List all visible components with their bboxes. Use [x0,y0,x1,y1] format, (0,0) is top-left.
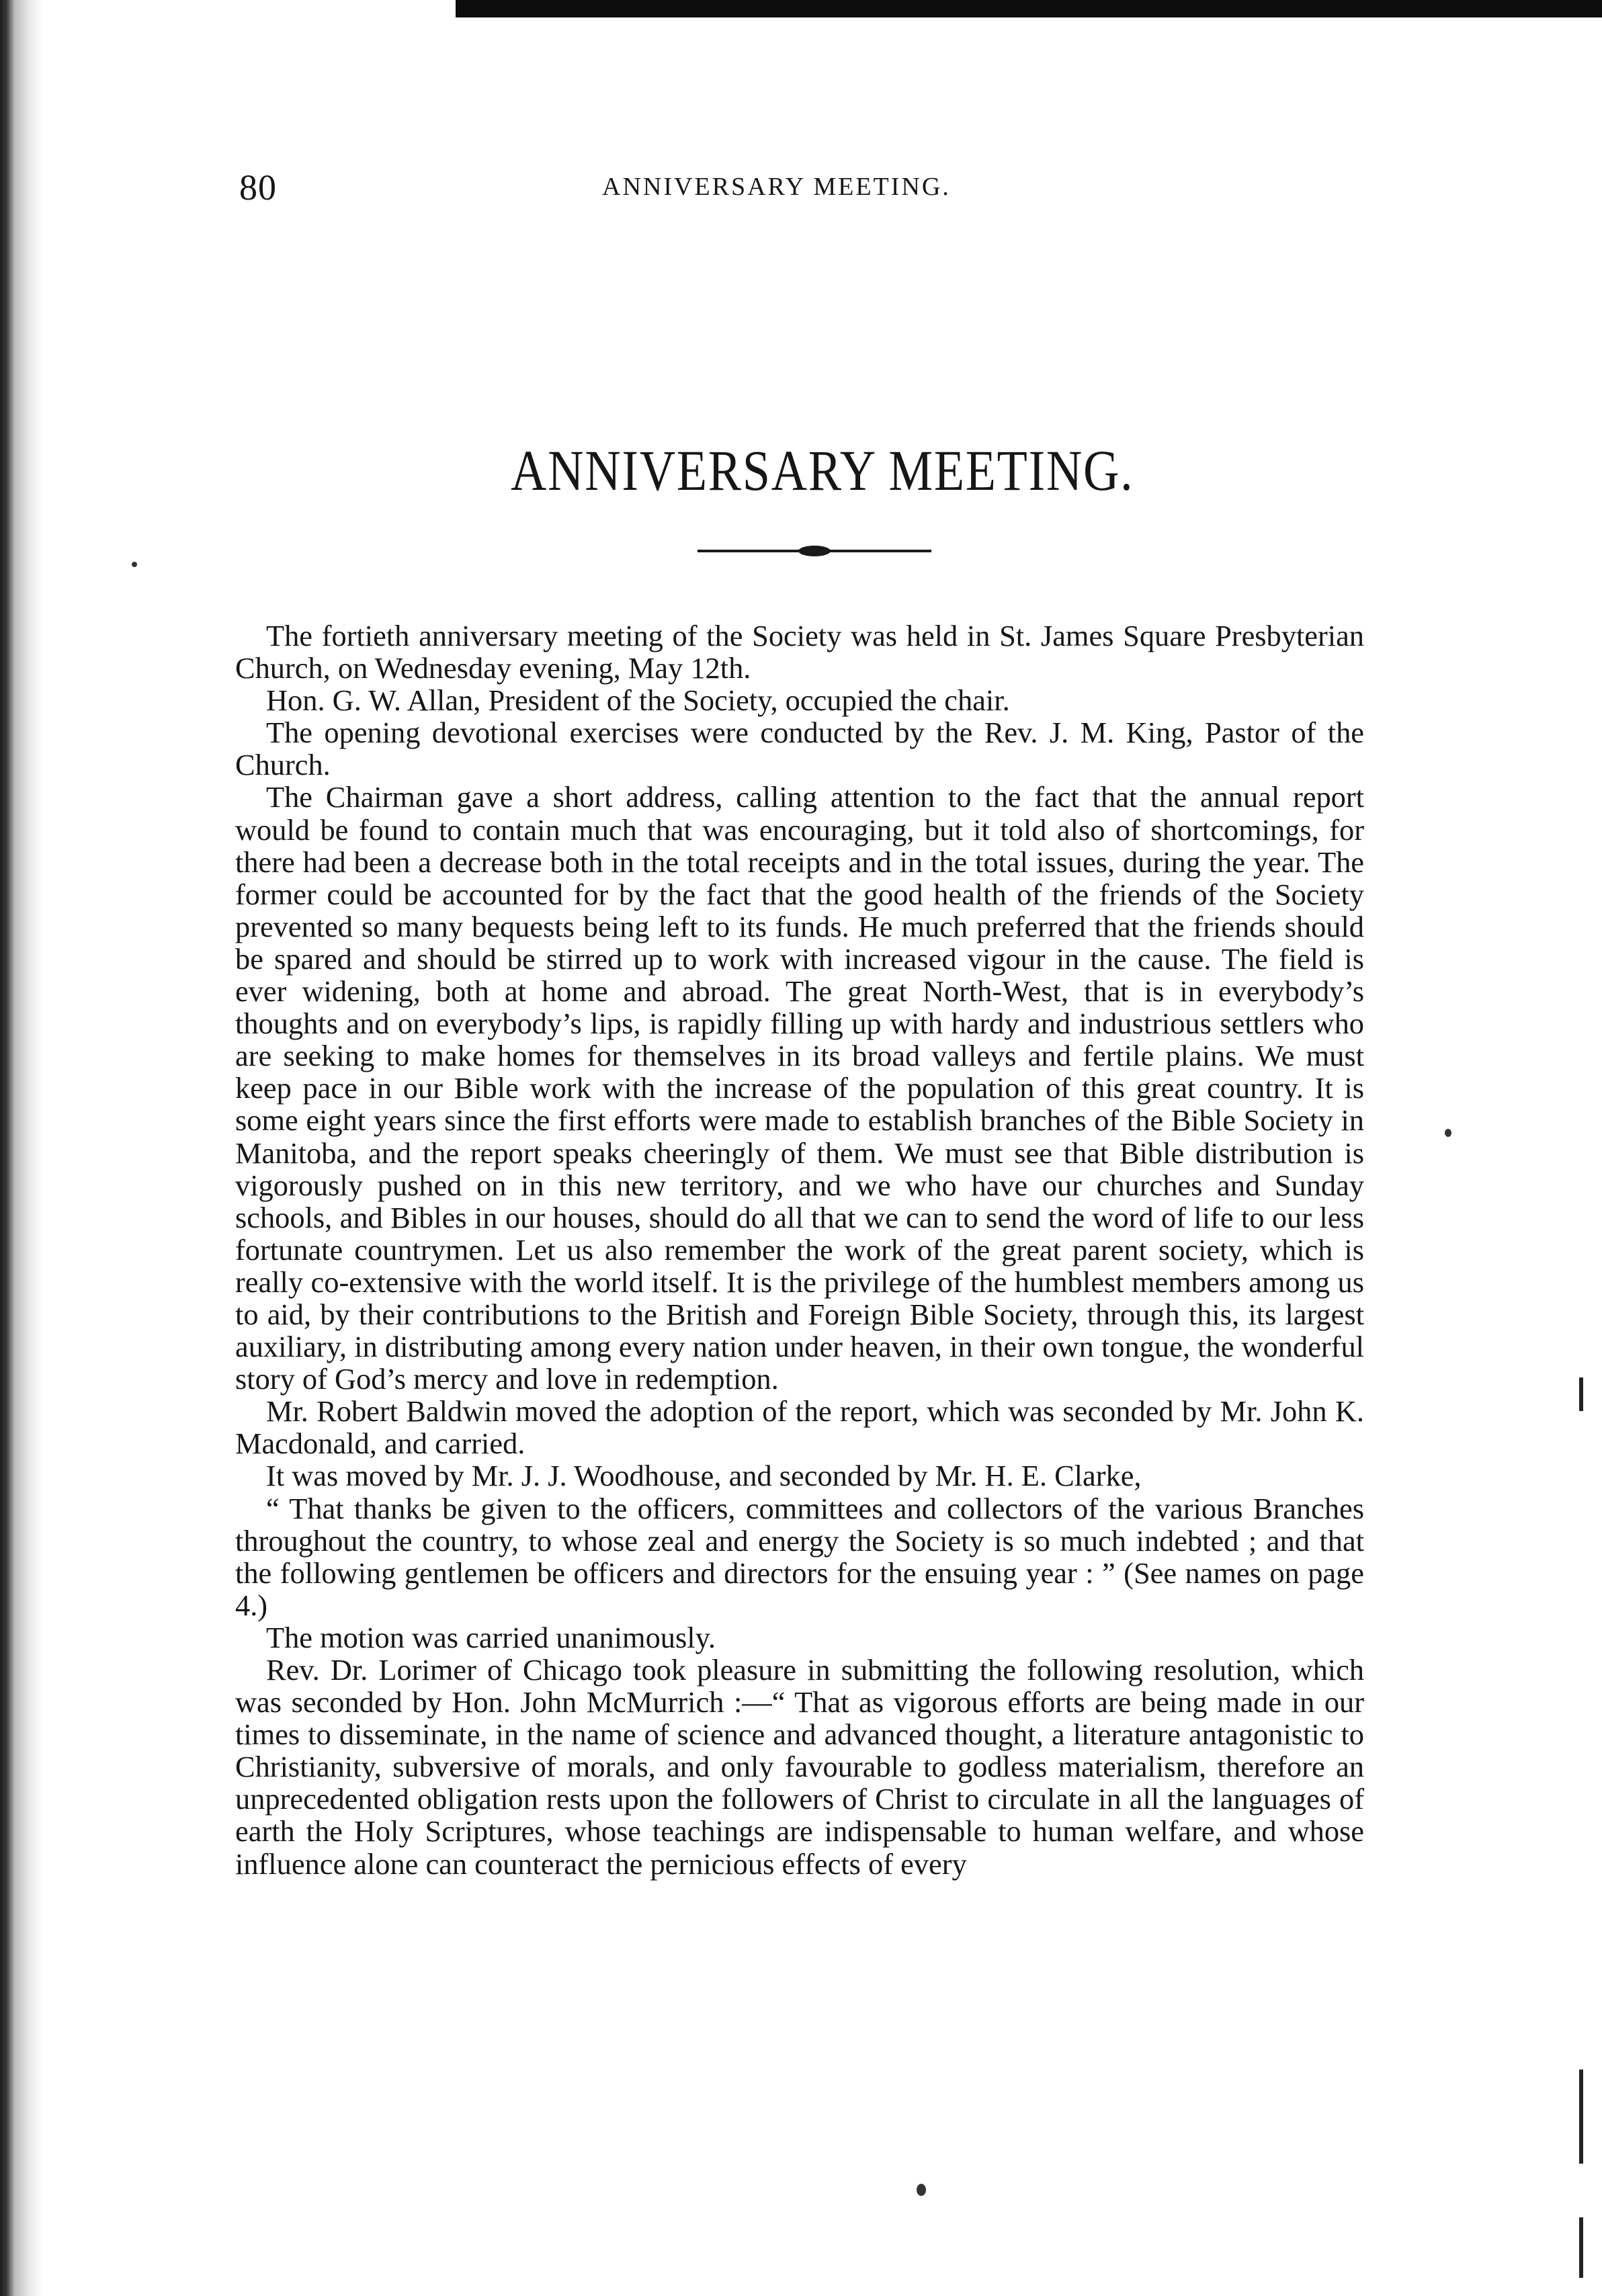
running-title: ANNIVERSARY MEETING. [602,173,951,201]
paragraph: The fortieth anniversary meeting of the Society was held in St. James Square Presbyterian Church, on Wednesday evening, May 12th. [235,619,1364,685]
paragraph: “ That thanks be given to the officers, committees and collectors of the various Branches throughout the country, to whose zeal and energy the Society is so much indebted ; and that the following gentlemen be officers and directors for the ensuing year : ” (See names on page 4.) [235,1491,1364,1622]
paragraph: The opening devotional exercises were conducted by the Rev. J. M. King, Pastor of the Church. [235,716,1364,782]
paragraph: The motion was carried unanimously. [266,1620,716,1654]
paragraph: Rev. Dr. Lorimer of Chicago took pleasure in submitting the following resolution, which was seconded by Hon. John McMurrich :—“ That as vigorous efforts are being made in our times to disseminate, in the name of science and advanced thought, a literature antagonistic to Christianity, subversive of morals, and only favourable to godless materialism, therefore an unprecedented obligation rests upon the followers of Christ to circulate in all the languages of earth the Holy Scriptures, whose teachings are indispensable to human welfare, and whose influence alone can counteract the pernicious effects of every [235,1653,1364,1881]
scan-top-rule [456,0,1602,17]
paragraph: Mr. Robert Baldwin moved the adoption of the report, which was seconded by Mr. John K. Macdonald, and carried. [235,1394,1364,1461]
paragraph: The Chairman gave a short address, calling attention to the fact that the annual report would be found to contain much that was encouraging, but it told also of shortcomings, for there had been a decrease both in the total receipts and in the total issues, during the year. The former could be accounted for by the fact that the good health of the friends of the Society prevented so many bequests being left to its funds. He much preferred that the friends should be spared and should be stirred up to work with increased vigour in the cause. The field is ever widening, both at home and abroad. The great North-West, that is in everybody’s thoughts and on everybody’s lips, is rapidly filling up with hardy and industrious settlers who are seeking to make homes for themselves in its broad valleys and fertile plains. We must keep pace in our Bible work with the increase of the population of this great country. It is some eight years since the first efforts were made to establish branches of the Bible Society in Manitoba, and the report speaks cheeringly of them. We must see that Bible distribution is vigorously pushed on in this new territory, and we who have our churches and Sunday schools, and Bibles in our houses, should do all that we can to send the word of life to our less fortunate countrymen. Let us also remember the work of the great parent society, which is really co-extensive with the world itself. It is the privilege of the humblest members among us to aid, by their contributions to the British and Foreign Bible Society, through this, its largest auxiliary, in distributing among every nation under heaven, in their own tongue, the wonderful story of God’s mercy and love in redemption. [235,780,1364,1396]
page-binding-edge [0,0,43,2296]
running-head [239,167,1368,214]
page-number: 80 [239,167,277,208]
margin-mark [1579,1377,1583,1411]
ink-speck [1445,1129,1451,1137]
paragraph: Hon. G. W. Allan, President of the Society, occupied the chair. [266,683,1010,718]
ink-speck [917,2184,926,2196]
article-body [235,620,1364,1880]
paragraph: It was moved by Mr. J. J. Woodhouse, and seconded by Mr. H. E. Clarke, [266,1459,1142,1493]
title-ornament-rule [698,546,931,556]
ink-speck [132,562,137,567]
margin-mark [1579,2070,1583,2164]
article-title: ANNIVERSARY MEETING. [511,438,1134,503]
margin-mark [1579,2217,1583,2278]
